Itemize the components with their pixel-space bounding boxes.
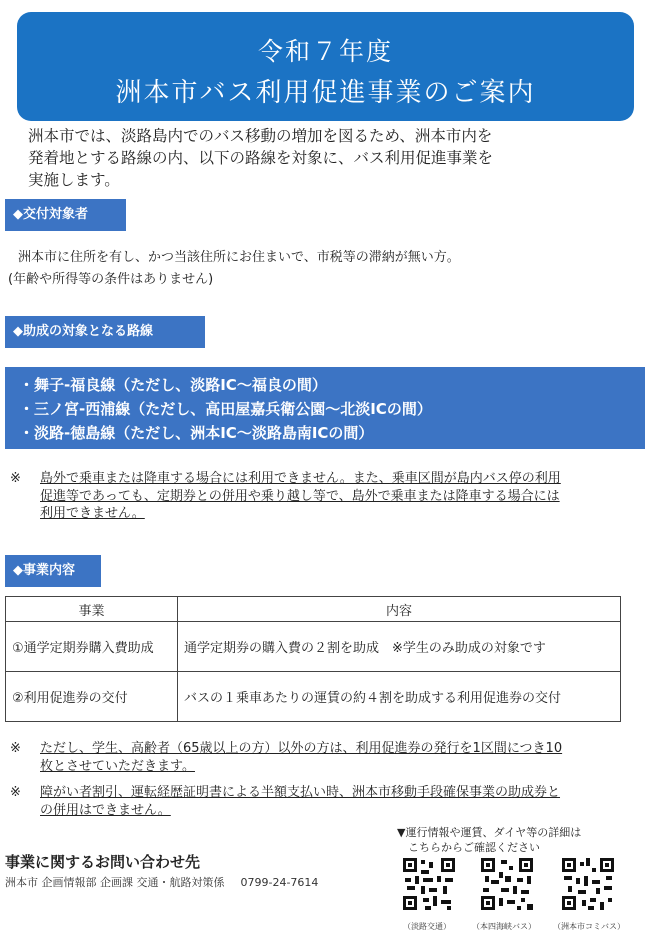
table-header-cell: 内容 [178, 597, 621, 622]
page-title: 洲本市バス利用促進事業のご案内 [115, 78, 536, 108]
intro-line: 洲本市では、淡路島内でのバス移動の増加を図るため、洲本市内を [28, 127, 493, 145]
route-note [10, 470, 630, 524]
note-line: の併用はできません。 [40, 802, 171, 818]
title-year: 令和７年度 [257, 37, 393, 66]
note-combination [10, 784, 630, 820]
info-line: ▼運行情報や運賃、ダイヤ等の詳細は [397, 826, 582, 839]
note-issue-limit [10, 740, 630, 776]
eligibility-text: 洲本市に住所を有し、かつ当該住所にお住まいで、市税等の滞納が無い方。 [18, 250, 460, 265]
section-label-eligibility: ◆交付対象者 [5, 199, 126, 231]
contact-dept: 洲本市 企画情報部 企画課 交通・航路対策係 [5, 876, 225, 889]
note-line: ただし、学生、高齢者（65歳以上の方）以外の方は、利用促進券の発行を1区間につき10 [40, 741, 563, 756]
eligibility-condition: (年齢や所得等の条件はありません) [8, 272, 214, 287]
qr-code-icon[interactable] [481, 858, 533, 910]
section-label-business: ◆事業内容 [5, 555, 101, 587]
business-table [5, 596, 621, 722]
info-line: こちらからご確認ください [397, 841, 540, 854]
table-cell: 通学定期券の購入費の２割を助成 ※学生のみ助成の対象です [178, 622, 621, 672]
contact-title: 事業に関するお問い合わせ先 [5, 853, 201, 871]
table-header-cell: 事業 [6, 597, 178, 622]
qr-code-icon[interactable] [403, 858, 455, 910]
note-mark: ※ [10, 471, 21, 486]
qr-label: （淡路交通） [403, 922, 451, 931]
qr-code-icon[interactable] [562, 858, 614, 910]
info-text [397, 825, 581, 855]
table-cell: バスの１乗車あたりの運賃の約４割を助成する利用促進券の交付 [178, 672, 621, 722]
note-line: 促進等であっても、定期券との併用や乗り越し等で、島外で乗車または降車する場合には [40, 488, 560, 504]
route-item: ・淡路-徳島線（ただし、洲本IC～淡路島南ICの間） [19, 424, 374, 442]
note-line: 島外で乗車または降車する場合には利用できません。また、乗車区間が島内バス停の利用 [40, 471, 561, 486]
intro-line: 発着地とする路線の内、以下の路線を対象に、バス利用促進事業を [28, 149, 494, 167]
route-list [5, 367, 645, 449]
contact-tel: 0799-24-7614 [240, 876, 319, 889]
route-item: ・三ノ宮-西浦線（ただし、高田屋嘉兵衛公園～北淡ICの間） [19, 400, 432, 418]
section-label-routes: ◆助成の対象となる路線 [5, 316, 205, 348]
note-line: 障がい者割引、運転経歴証明書による半額支払い時、洲本市移動手段確保事業の助成券と [40, 785, 561, 800]
table-cell: ①通学定期券購入費助成 [6, 622, 178, 672]
route-item: ・舞子-福良線（ただし、淡路IC～福良の間） [19, 376, 327, 394]
title-banner [17, 12, 634, 121]
qr-label: （洲本市コミバス） [553, 922, 625, 931]
intro-text [28, 125, 628, 191]
note-line: 枚とさせていただきます。 [40, 758, 195, 774]
note-mark: ※ [10, 785, 21, 800]
note-line: 利用できません。 [40, 506, 145, 521]
table-row [6, 622, 621, 672]
table-cell: ②利用促進券の交付 [6, 672, 178, 722]
qr-label: （本四海峡バス） [472, 922, 536, 931]
note-mark: ※ [10, 741, 21, 756]
table-header-row [6, 597, 621, 622]
table-row [6, 672, 621, 722]
contact-info [5, 874, 318, 890]
intro-line: 実施します。 [28, 171, 120, 189]
